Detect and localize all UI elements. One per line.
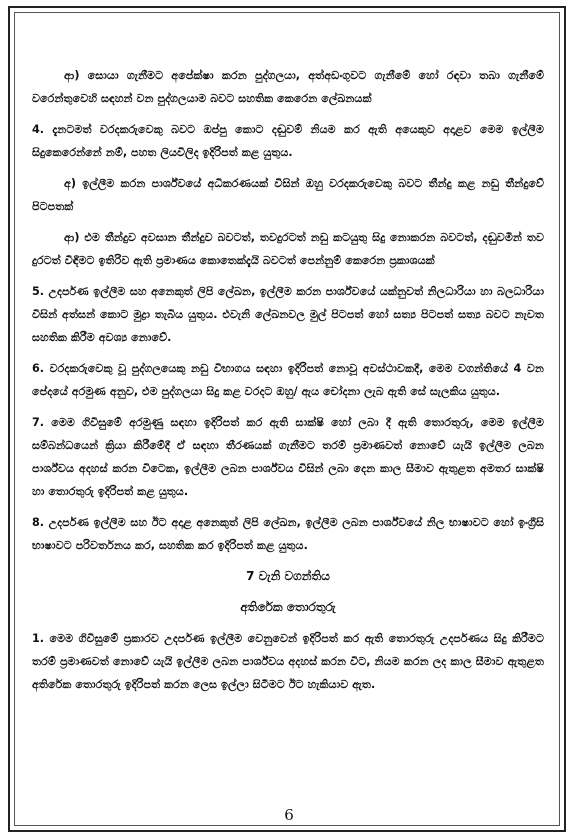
document-body [32,64,544,704]
paragraph-8: 8. උදර්පණ ඉල්ලීම සහ ඊට අදාළ අනෙකුත් ලිපි ලේඛන, ඉල්ලීම ලබන පාර්ශ්වයේ නිල භාෂාවට හෝ ඉංග්‍රීසි භාෂාවට පරිවර්තනය කර, සහතික කර ඉදිරිපත් කළ යුතුය. [32,516,544,552]
section-subheading: අතිරේක තොරතුරු [240,600,336,614]
paragraph-7: 7. මෙම ගිවිසුමේ අරමුණු සඳහා ඉදිරිපත් කර ඇති සාක්ෂි හෝ ලබා දී ඇති තොරතුරු, මෙම ඉල්ලීම සම්බන්ධයෙන් ක්‍රියා කිරීමේදී ඒ සඳහා තීරණයක් ගැනීමට තරම් ප්‍රමාණවත් නොවේ යැයි ඉල්ලීම ලබන පාර්ශ්වය අදහස් කරන විටෙක, ඉල්ලීම ලබන පාර්ශ්වය විසින් ලබා දෙන කාල සීමාව ඇතුළත අමතර සාක්ෂි හා තොරතුරු ඉදිරිපත් කළ යුතුය. [32,416,544,498]
section-heading: 7 වැනි වගන්තිය [246,569,330,583]
paragraph-4-b: ආ) එම තීන්දුව අවසාන තීන්දුව බවටත්, තවදුරටත් නඩු කටයුතු සිදු නොකරන බවටත්, දඬුවමින් තව දුරටත් විඳීමට ඉතිරිව ඇති ප්‍රමාණය කොතෙක්දැයි බවටත් පෙන්නුම් කෙරෙන ප්‍රකාශයක් [32,231,544,267]
page-number: 6 [284,806,294,824]
section-paragraph-1: 1. මෙම ගිවිසුමේ ප්‍රකාරව උදර්පණ ඉල්ලීම වෙනුවෙන් ඉදිරිපත් කර ඇති තොරතුරු උදර්පණය සිදු කිරීමට තරම් ප්‍රමාණවත් නොවේ යැයි ඉල්ලීම ලබන පාර්ශ්වය අදහස් කරන විට, නියම කරන ලද කාල සීමාව ඇතුළත අතිරේක තොරතුරු ඉදිරිපත් කරන ලෙස ඉල්ලා සිටීමට ඊට හැකියාව ඇත. [32,632,544,691]
paragraph-3-a-ii: ආ) සොයා ගැනීමට අපේක්ෂා කරන පුද්ගලයා, අත්අඩංගුවට ගැනීමේ හෝ රඳවා තබා ගැනීමේ වරෙන්තුවෙහි සඳහන් වන පුද්ගලයාම බවට සහතික කෙරෙන ලේඛනයක් [32,69,544,105]
paragraph-5: 5. උදර්පණ ඉල්ලීම සහ අනෙකුත් ලිපි ලේඛන, ඉල්ලීම කරන පාර්ශ්වයේ යක්නුවත් නිලධාරියා හා බලධාරියා විසින් අත්සන් කොට මුද්‍රා තැබිය යුතුය. එවැනි ලේඛනවල මුල් පිටපත් හෝ සත්‍ය පිටපත් සත්‍ය බවට නැවත සහතික කිරීම අවශ්‍ය නොවේ. [32,285,544,344]
paragraph-4-a: අ) ඉල්ලීම කරන පාර්ශ්වයේ අධිකරණයක් විසින් ඔහු වරදකරුවෙකු බවට තීන්දු කළ නඩු තීන්දුවේ පිටපතක් [32,177,544,213]
paragraph-4: 4. දැනටමත් වරදකරුවෙකු බවට ඔප්පු කොට දඬුවම් නියම කර ඇති අයෙකුව අදාළව මෙම ඉල්ලීම සිදුකෙරෙන්නේ නම්, පහත ලියවිලිද ඉදිරිපත් කළ යුතුය. [32,123,544,159]
paragraph-6: 6. වරදකරුවෙකු වූ පුද්ගලයෙකු නඩු විභාගය සඳහා ඉදිරිපත් නොවූ අවස්ථාවකදී, මෙම වගන්තියේ 4 වන පේදයේ අරමුණ අනුව, එම පුද්ගලයා සිදු කළ වරදට ඔහු/ ඇය චෝදනා ලැබ ඇති සේ සැලකිය යුතුය. [32,362,544,398]
